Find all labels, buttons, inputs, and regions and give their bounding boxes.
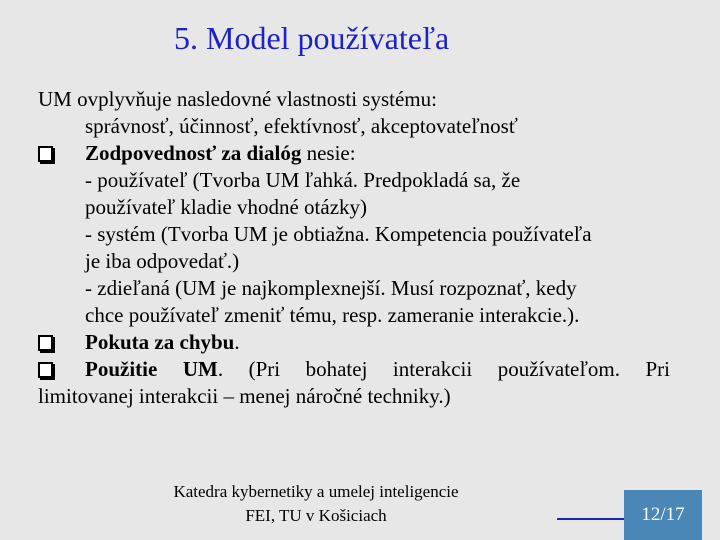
square-bullet-icon [38, 329, 85, 356]
page-number: 12/17 [624, 490, 702, 540]
sub-line: - systém (Tvorba UM je obtiažna. Kompetencia používateľa [85, 222, 592, 246]
bullet-item-error-penalty [38, 329, 670, 356]
sub-line: - používateľ (Tvorba UM ľahká. Predpokladá sa, že [85, 168, 521, 192]
bullet-bold-text: Pokuta za chybu [85, 330, 235, 354]
sub-line: - zdieľaná (UM je najkomplexnejší. Musí rozpoznať, kedy [85, 276, 577, 300]
bullet-item-responsibility [38, 140, 670, 329]
footer [130, 480, 502, 528]
bullet-item-um-usage [38, 356, 670, 383]
sub-line: chce používateľ zmeniť tému, resp. zameranie interakcie.). [85, 303, 580, 327]
square-bullet-icon [38, 140, 85, 167]
intro-line: UM ovplyvňuje nasledovné vlastnosti systému: [38, 87, 437, 111]
slide-title: 5. Model používateľa [174, 20, 450, 56]
footer-divider [557, 518, 627, 520]
bullet-bold-text: Použitie UM [85, 357, 218, 381]
intro-continuation: správnosť, účinnosť, efektívnosť, akceptovateľnosť [85, 114, 518, 138]
bullet-bold-text: Zodpovednosť za dialóg [85, 141, 302, 165]
bullet-rest-text: nesie: [301, 141, 356, 165]
footer-department: Katedra kybernetiky a umelej inteligencie [173, 482, 459, 501]
bullet-continuation: limitovanej interakcii – menej náročné techniky.) [38, 384, 451, 408]
bullet-rest-text: . [234, 330, 240, 354]
bullet-rest-text: . (Pri bohatej interakcii používateľom. Pri [217, 357, 670, 381]
slide-content [38, 86, 670, 410]
square-bullet-icon [38, 356, 85, 383]
sub-line: používateľ kladie vhodné otázky) [85, 195, 368, 219]
sub-line: je iba odpovedať.) [85, 249, 240, 273]
footer-faculty: FEI, TU v Košiciach [245, 506, 387, 525]
